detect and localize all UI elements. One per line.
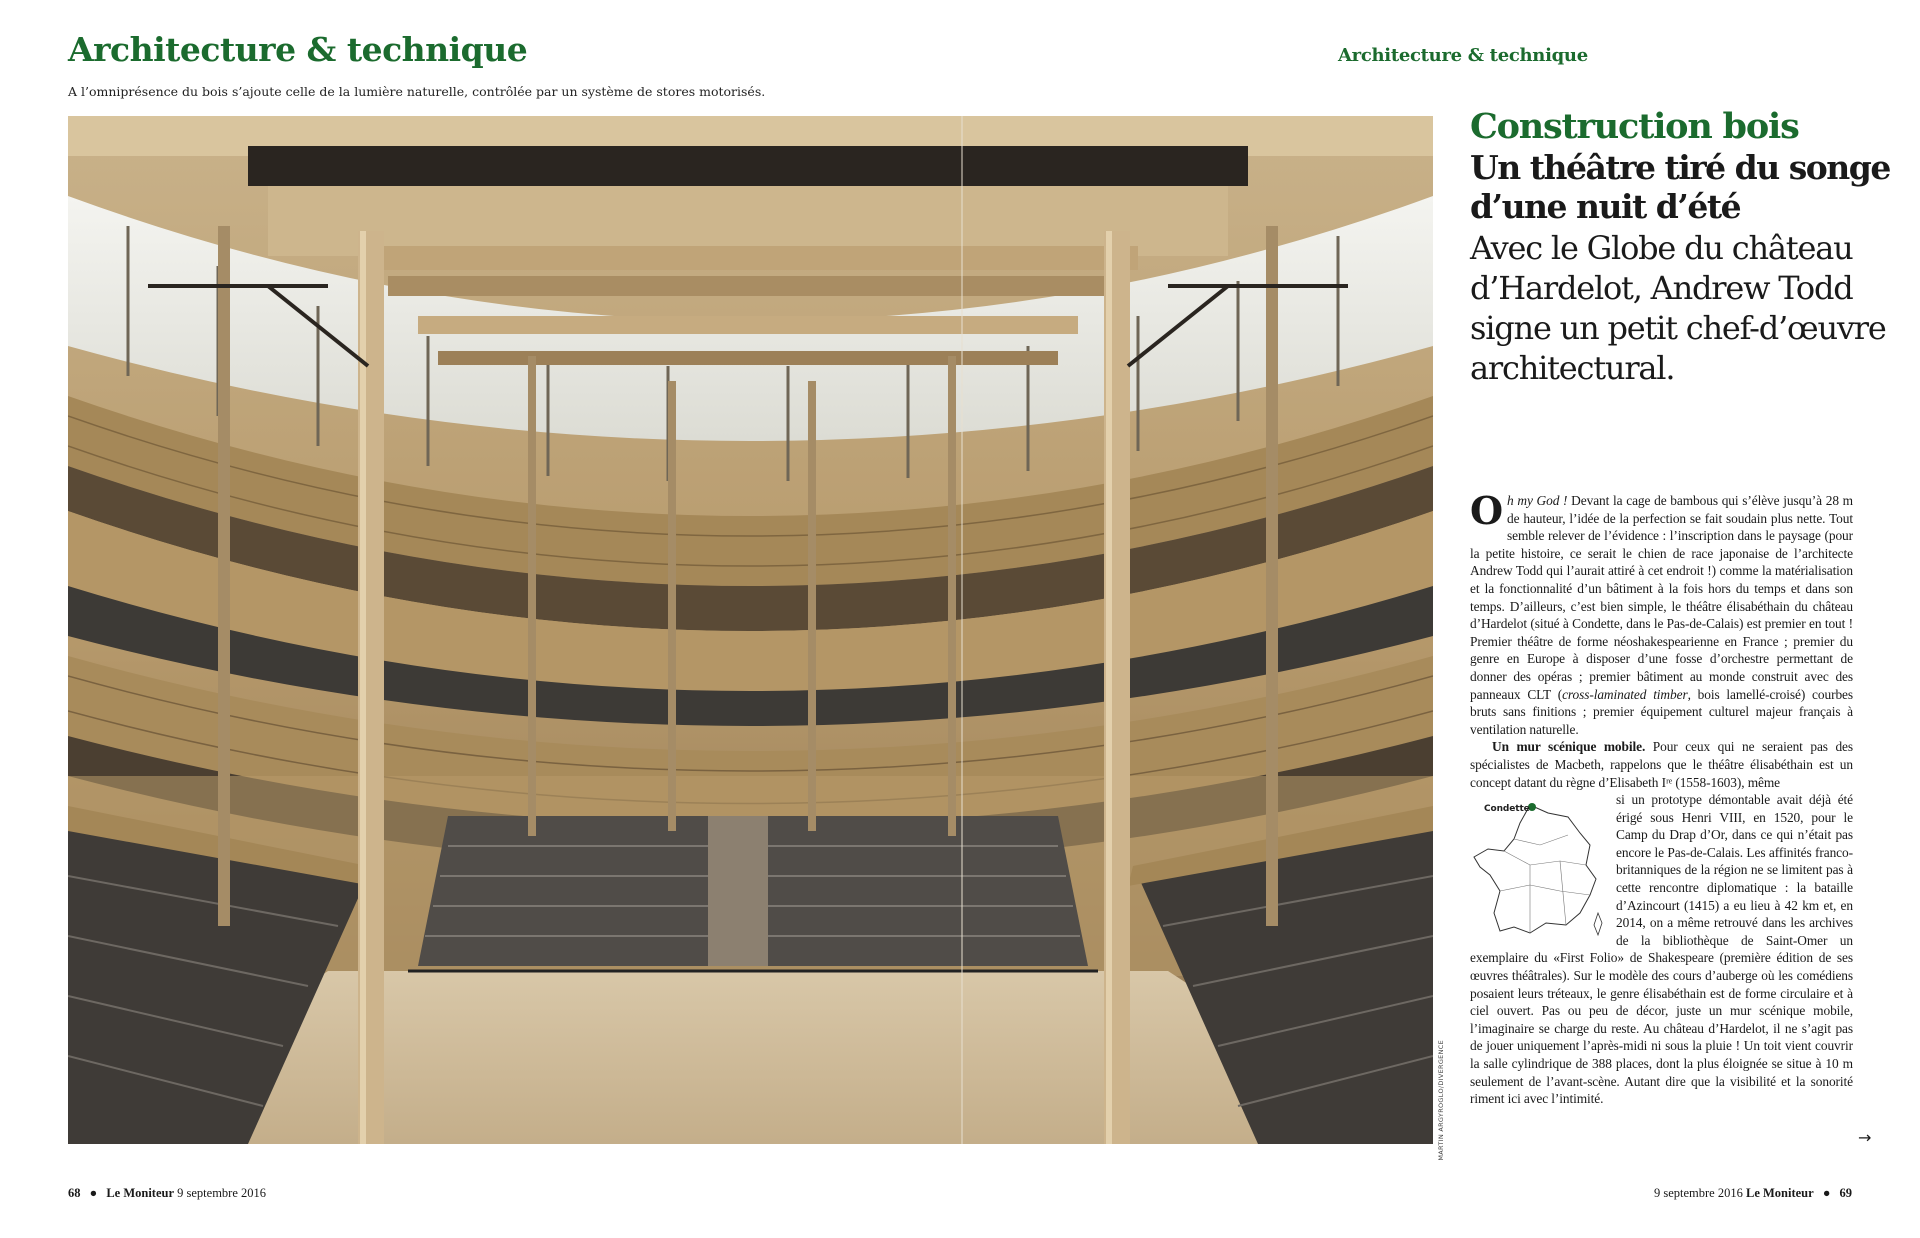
footer-right [1654,1186,1852,1201]
paragraph-2-continued: si un prototype démontable avait déjà été érigé sous Henri VIII, en 1520, pour le Camp du Drap d’Or, dans ce qui n’était pas encore le Pas-de-Calais. Les affinités franco-britanniques de la région ne se limitent pas à cette rencontre diplomatique : la bataille d’Azincourt (1415) a eu lieu à 42 km et, en 2014, on a même retrouvé dans les archives de la bibliothèque de Saint-Omer un exemplaire du «First Folio» de Shakespeare (première édition de ses œuvres théâtrales). Sur le modèle des cours d’auberge où les comédiens posaient leurs tréteaux, le genre élisabéthain est de forme circulaire et à ciel ouvert. Pas ou peu de décor, juste un mur scénique mobile, l’imaginaire se charge du reste. Au château d’Hardelot, il ne s’agit pas de jouer uniquement l’après-midi ni sous la pluie ! Un toit vient couvrir la salle cylindrique de 388 places, dont la plus éloignée se situe à 10 m seulement de l’avant-scène. Autant dire que la visibilité et la sonorité riment ici avec l’intimité. [1470,792,1853,1107]
intro-italic: h my God ! [1507,493,1568,508]
subhead: Un mur scénique mobile. [1492,739,1646,755]
issue-date-right: 9 septembre 2016 [1653,1186,1743,1200]
paragraph-2 [1470,738,1853,791]
separator-dot-right: ● [1822,1186,1831,1200]
paragraph-1 [1470,488,1853,738]
drop-cap: O [1470,488,1504,533]
footer-left [68,1186,266,1201]
section-title-right: Architecture & technique [1338,45,1588,66]
map-label-condette: Condette [1484,804,1530,815]
clt-italic: cross-laminated timber [1562,686,1688,702]
photo-credit: MARTIN ARGYROGLO/DIVERGENCE [1437,1040,1445,1161]
section-title-left: Architecture & technique [68,30,528,69]
page-number-right: 69 [1839,1186,1852,1200]
page-number-left: 68 [68,1186,81,1200]
article-kicker: Construction bois [1470,106,1799,147]
france-map [1470,795,1606,945]
paragraph-1-end: , bois lamellé-croisé) courbes bruts sans finitions ; premier équipement culturel majeur français à ventilation naturelle. [1470,686,1853,737]
paragraph-1-text: Devant la cage de bambous qui s’élève jusqu’à 28 m de hauteur, l’idée de la perfection se fait soudain plus nette. Tout semble relever de l’évidence : l’inscription dans le paysage (pour la petite histoire, ce serait le chien de race japonaise de l’architecte Andrew Todd qui l’aurait attiré à cet endroit !) comme la matérialisation et la fonctionnalité d’un bâtiment à la fois hors du temps et dans son temps. D’ailleurs, c’est bien simple, le théâtre élisabéthain du château d’Hardelot (situé à Condette, dans le Pas-de-Calais) est premier en tout ! Premier théâtre de forme néoshakespearienne en France ; premier du genre en Europe à disposer d’une fosse d’orchestre permettant de donner des opéras ; premier bâtiment au monde construit avec des panneaux CLT ( [1470,493,1853,702]
separator-dot-left: ● [89,1186,98,1200]
continue-arrow-icon: → [1858,1128,1872,1147]
publication-name-left: Le Moniteur [106,1186,175,1200]
issue-date-left: 9 septembre 2016 [177,1186,267,1200]
theatre-photo [68,116,1433,1144]
paragraph-2-start: Pour ceux qui ne seraient pas des spécialistes de Macbeth, rappelons que le théâtre élisabéthain est un concept datant du règne d’Elisabeth Iʳᵉ (1558-1603), même [1470,739,1853,790]
photo-caption: A l’omniprésence du bois s’ajoute celle de la lumière naturelle, contrôlée par un système de stores motorisés. [68,84,766,99]
theatre-illustration [68,116,1433,1144]
article-standfirst: Avec le Globe du château d’Hardelot, Andrew Todd signe un petit chef-d’œuvre architectural. [1470,229,1886,387]
article-body [1470,488,1853,1108]
publication-name-right: Le Moniteur [1745,1186,1814,1200]
article-headline: Un théâtre tiré du songe d’une nuit d’été [1470,148,1890,226]
